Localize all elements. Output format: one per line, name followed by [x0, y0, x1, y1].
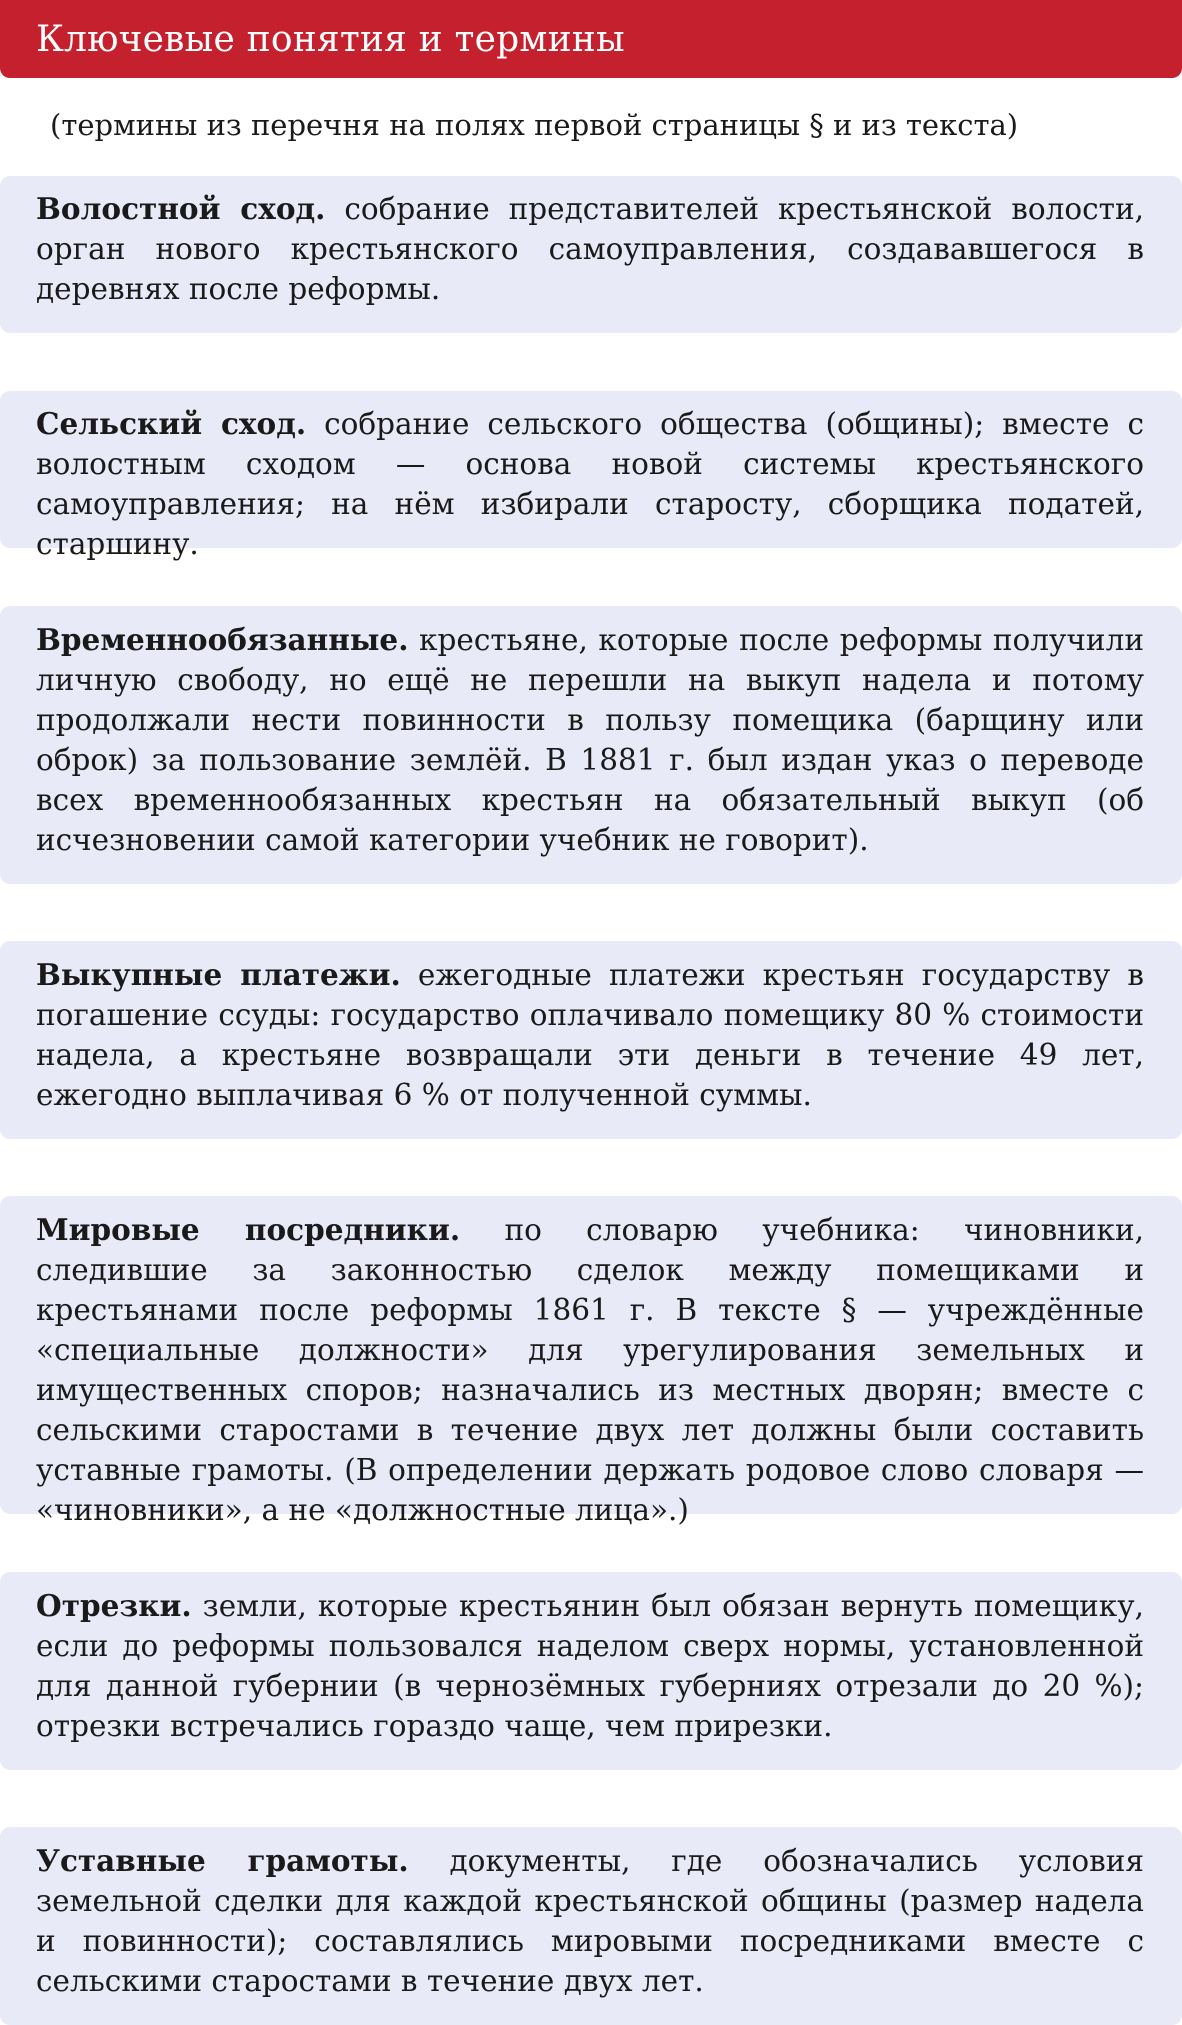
term-definition: крестьяне, которые после реформы получили личную свободу, но ещё не перешли на выкуп надела и потому продолжали нести повинности в пользу помещика (барщину или оброк) за пользование землёй. В 1881 г. был издан указ о переводе всех временнообязанных крестьян на обязательный выкуп (об исчезновении самой категории учебник не говорит). [36, 623, 1144, 857]
term-name: Сельский сход. [36, 406, 307, 441]
term-name: Временнообязанные. [36, 622, 409, 657]
term-definition: по словарю учебника: чиновники, следившие за законностью сделок между помещиками и крестьянами после реформы 1861 г. В тексте § — учреждённые «специальные должности» для урегулирования земельных и имущественных споров; назначались из местных дворян; вместе с сельскими старостами в течение двух лет должны были составить уставные грамоты. (В определении держать родовое слово словаря — «чиновники», а не «должностные лица».) [36, 1213, 1144, 1527]
section-subtitle: (термины из перечня на полях первой страницы § и из текста) [50, 108, 1019, 142]
term-entry [36, 620, 1144, 860]
section-title: Ключевые понятия и термины [36, 18, 625, 60]
term-name: Уставные грамоты. [36, 1843, 409, 1878]
term-definition: документы, где обозначались условия земельной сделки для каждой крестьянской общины (размер надела и повинности); составлялись мировыми посредниками вместе с сельскими старостами в течение двух лет. [36, 1844, 1144, 1998]
term-card-selsky-skhod [0, 391, 1182, 561]
term-name: Отрезки. [36, 1588, 192, 1623]
term-card-ustavnye-gramoty [0, 1827, 1182, 2025]
section-header [0, 0, 1182, 78]
term-card-mirovye-posredniki [0, 1196, 1182, 1527]
term-entry [36, 404, 1144, 564]
term-definition: собрание представителей крестьянской волости, орган нового крестьянского самоуправления, создававшегося в деревнях после реформы. [36, 192, 1144, 306]
term-card-volost-skhod [0, 176, 1182, 333]
term-entry [36, 1210, 1144, 1530]
term-definition: земли, которые крестьянин был обязан вернуть помещику, если до реформы пользовался наделом сверх нормы, установленной для данной губернии (в чернозёмных губерниях отрезали до 20 %); отрезки встречались гораздо чаще, чем прирезки. [36, 1589, 1144, 1743]
term-card-vremennoobyazannye [0, 606, 1182, 884]
term-card-vykupnye-platezhi [0, 941, 1182, 1139]
term-name: Волостной сход. [36, 191, 326, 226]
term-card-otrezki [0, 1572, 1182, 1770]
term-definition: ежегодные платежи крестьян государству в погашение ссуды: государство оплачивало помещику 80 % стоимости надела, а крестьяне возвращали эти деньги в течение 49 лет, ежегодно выплачивая 6 % от полученной суммы. [36, 958, 1144, 1112]
term-definition: собрание сельского общества (общины); вместе с волостным сходом — основа новой системы крестьянского самоуправления; на нём избирали старосту, сборщика податей, старшину. [36, 407, 1144, 561]
term-entry [36, 955, 1144, 1115]
term-entry [36, 189, 1144, 309]
term-entry [36, 1841, 1144, 2001]
term-entry [36, 1586, 1144, 1746]
term-name: Выкупные платежи. [36, 957, 401, 992]
term-name: Мировые посредники. [36, 1212, 461, 1247]
